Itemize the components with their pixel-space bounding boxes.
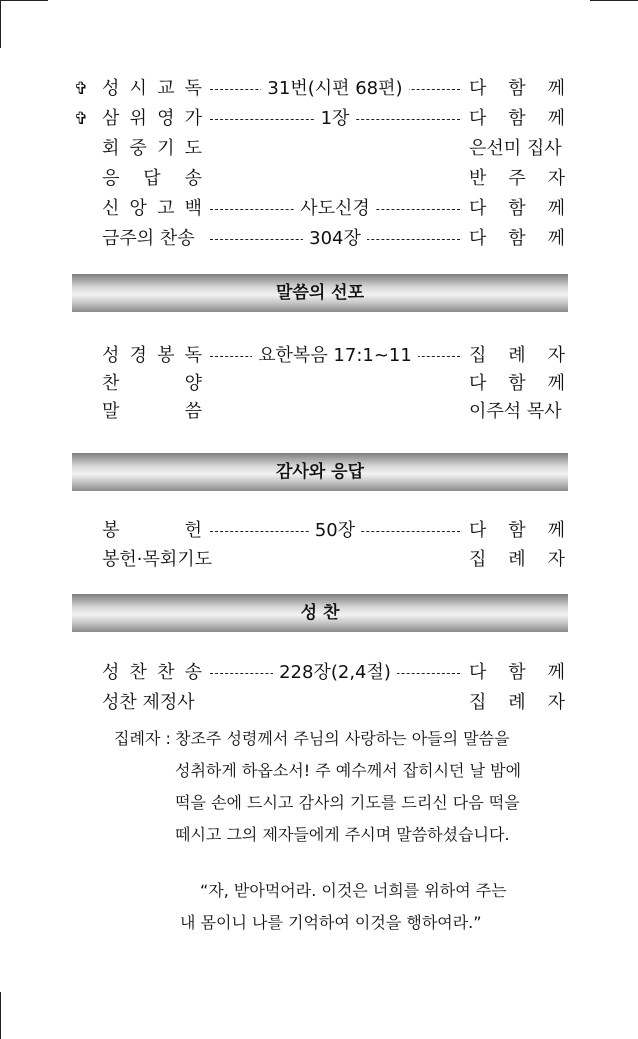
order-label-part: 찬 <box>129 662 147 683</box>
order-leader <box>469 196 565 222</box>
order-label-part: 교 <box>157 78 175 99</box>
order-label-part: 봉 <box>157 345 175 366</box>
order-leader <box>469 166 565 192</box>
order-label <box>102 660 202 686</box>
order-label-part: 중 <box>129 138 147 159</box>
leader-line <box>210 343 460 369</box>
order-row <box>72 106 565 132</box>
order-leader-part: 다 <box>469 662 487 683</box>
order-detail: 31번(시편 68편) <box>261 78 408 99</box>
order-leader <box>469 106 565 132</box>
order-label-part: 도 <box>184 138 202 159</box>
order-leader-part: 께 <box>547 78 565 99</box>
leader-line <box>210 226 460 252</box>
order-leader-part: 함 <box>508 78 526 99</box>
order-leader-part: 다 <box>469 198 487 219</box>
order-label-part: 영 <box>157 108 175 129</box>
order-leader-part: 함 <box>508 108 526 129</box>
order-label-part: 앙 <box>129 198 147 219</box>
order-leader <box>469 518 565 544</box>
liturgy-speaker: 집례자 : <box>114 729 171 748</box>
order-label <box>102 166 202 192</box>
order-row <box>72 76 565 102</box>
order-detail: 1장 <box>315 108 356 129</box>
order-row <box>72 518 565 544</box>
order-leader <box>469 226 565 252</box>
order-leader-part: 집 <box>469 549 487 570</box>
order-leader-part: 자 <box>547 168 565 189</box>
liturgy-line: 성취하게 하옵소서! 주 예수께서 잡히시던 날 밤에 <box>175 761 522 780</box>
cross-icon: ✞ <box>74 109 89 129</box>
order-row <box>72 166 565 192</box>
order-row <box>72 343 565 369</box>
leader-line <box>210 196 460 222</box>
order-label-part: 봉헌·목회기도 <box>102 549 213 570</box>
order-label <box>102 371 202 397</box>
order-label-part: 찬 <box>157 662 175 683</box>
order-leader-part: 집 <box>469 345 487 366</box>
liturgy-quote-line: 내 몸이니 나를 기억하여 이것을 행하여라.” <box>180 913 482 932</box>
order-leader <box>469 660 565 686</box>
order-leader <box>469 371 565 397</box>
order-row <box>72 399 565 425</box>
order-leader-part: 집 <box>469 692 487 713</box>
order-label-part: 회 <box>102 138 120 159</box>
order-label-part: 응 <box>102 168 120 189</box>
order-leader <box>469 76 565 102</box>
order-leader-part: 께 <box>547 662 565 683</box>
leader-line <box>210 518 460 544</box>
cross-icon: ✞ <box>74 79 89 99</box>
order-leader-part: 이주석 목사 <box>469 401 562 422</box>
order-label <box>102 136 202 162</box>
order-label-part: 말 <box>102 401 120 422</box>
order-leader-part: 은선미 집사 <box>469 138 562 159</box>
order-leader-part: 께 <box>547 520 565 541</box>
order-label <box>102 518 202 544</box>
order-label-part: 헌 <box>184 520 202 541</box>
liturgy-line: 창조주 성령께서 주님의 사랑하는 아들의 말씀을 <box>175 729 510 748</box>
order-detail: 요한복음 17:1~11 <box>252 345 418 366</box>
order-label-part: 찬 <box>102 373 120 394</box>
order-label-part: 시 <box>129 78 147 99</box>
crop-mark-top-left-h <box>0 0 48 1</box>
order-leader-part: 다 <box>469 108 487 129</box>
order-label-part: 금주의 찬송 <box>102 228 195 249</box>
order-leader <box>469 136 565 162</box>
order-row <box>72 547 565 573</box>
order-label-part: 기 <box>157 138 175 159</box>
order-label <box>102 196 202 222</box>
section-header-word: 말씀의 선포 <box>72 274 568 312</box>
order-label-part: 답 <box>143 168 161 189</box>
order-row <box>72 660 565 686</box>
order-label <box>102 343 202 369</box>
order-label <box>102 106 202 132</box>
order-leader-part: 께 <box>547 373 565 394</box>
order-label-part: 삼 <box>102 108 120 129</box>
order-leader-part: 함 <box>508 373 526 394</box>
order-row <box>72 690 565 716</box>
order-leader <box>469 547 565 573</box>
order-label-part: 봉 <box>102 520 120 541</box>
crop-mark-top-right-h <box>590 0 638 1</box>
section-header-response: 감사와 응답 <box>72 453 568 491</box>
order-leader <box>469 343 565 369</box>
order-label-part: 씀 <box>184 401 202 422</box>
order-label-part: 신 <box>102 198 120 219</box>
leader-line <box>210 76 460 102</box>
order-leader-part: 함 <box>508 520 526 541</box>
order-row <box>72 226 565 252</box>
order-label-part: 백 <box>184 198 202 219</box>
order-label-part: 송 <box>184 168 202 189</box>
order-detail: 사도신경 <box>294 198 376 219</box>
order-leader-part: 례 <box>508 692 526 713</box>
order-label-part: 성찬 제정사 <box>102 692 195 713</box>
order-label-part: 경 <box>129 345 147 366</box>
order-label-part: 가 <box>184 108 202 129</box>
order-detail: 304장 <box>303 228 367 249</box>
crop-mark-top-left-v <box>0 0 1 48</box>
order-row <box>72 136 565 162</box>
order-leader <box>469 690 565 716</box>
order-label-part: 양 <box>184 373 202 394</box>
order-leader-part: 반 <box>469 168 487 189</box>
order-label <box>102 547 213 573</box>
order-row <box>72 196 565 222</box>
order-detail: 50장 <box>309 520 361 541</box>
order-leader-part: 다 <box>469 373 487 394</box>
order-leader-part: 례 <box>508 549 526 570</box>
order-leader-part: 다 <box>469 228 487 249</box>
leader-line <box>210 106 460 132</box>
order-label <box>102 690 202 716</box>
order-leader-part: 례 <box>508 345 526 366</box>
order-label-part: 위 <box>129 108 147 129</box>
order-row <box>72 371 565 397</box>
order-label <box>102 226 202 252</box>
order-label <box>102 76 202 102</box>
order-label-part: 독 <box>184 345 202 366</box>
liturgy-line: 떼시고 그의 제자들에게 주시며 말씀하셨습니다. <box>175 825 510 844</box>
order-label-part: 성 <box>102 78 120 99</box>
order-label-part: 송 <box>184 662 202 683</box>
order-leader-part: 자 <box>547 345 565 366</box>
order-leader-part: 함 <box>508 198 526 219</box>
order-leader-part: 자 <box>547 549 565 570</box>
liturgy-quote-line: “자, 받아먹어라. 이것은 너희를 위하여 주는 <box>200 881 507 900</box>
section-header-eucharist: 성 찬 <box>72 594 568 632</box>
order-label-part: 성 <box>102 345 120 366</box>
order-leader-part: 다 <box>469 520 487 541</box>
crop-mark-bottom-left-v <box>0 992 1 1039</box>
order-leader <box>469 399 565 425</box>
order-leader-part: 주 <box>508 168 526 189</box>
order-detail: 228장(2,4절) <box>273 662 397 683</box>
order-leader-part: 께 <box>547 198 565 219</box>
order-leader-part: 자 <box>547 692 565 713</box>
order-leader-part: 함 <box>508 662 526 683</box>
order-label <box>102 399 202 425</box>
order-label-part: 성 <box>102 662 120 683</box>
liturgy-line: 떡을 손에 드시고 감사의 기도를 드리신 다음 떡을 <box>175 793 520 812</box>
order-leader-part: 께 <box>547 228 565 249</box>
order-label-part: 고 <box>157 198 175 219</box>
leader-line <box>210 660 460 686</box>
order-leader-part: 다 <box>469 78 487 99</box>
order-leader-part: 께 <box>547 108 565 129</box>
order-leader-part: 함 <box>508 228 526 249</box>
order-label-part: 독 <box>184 78 202 99</box>
